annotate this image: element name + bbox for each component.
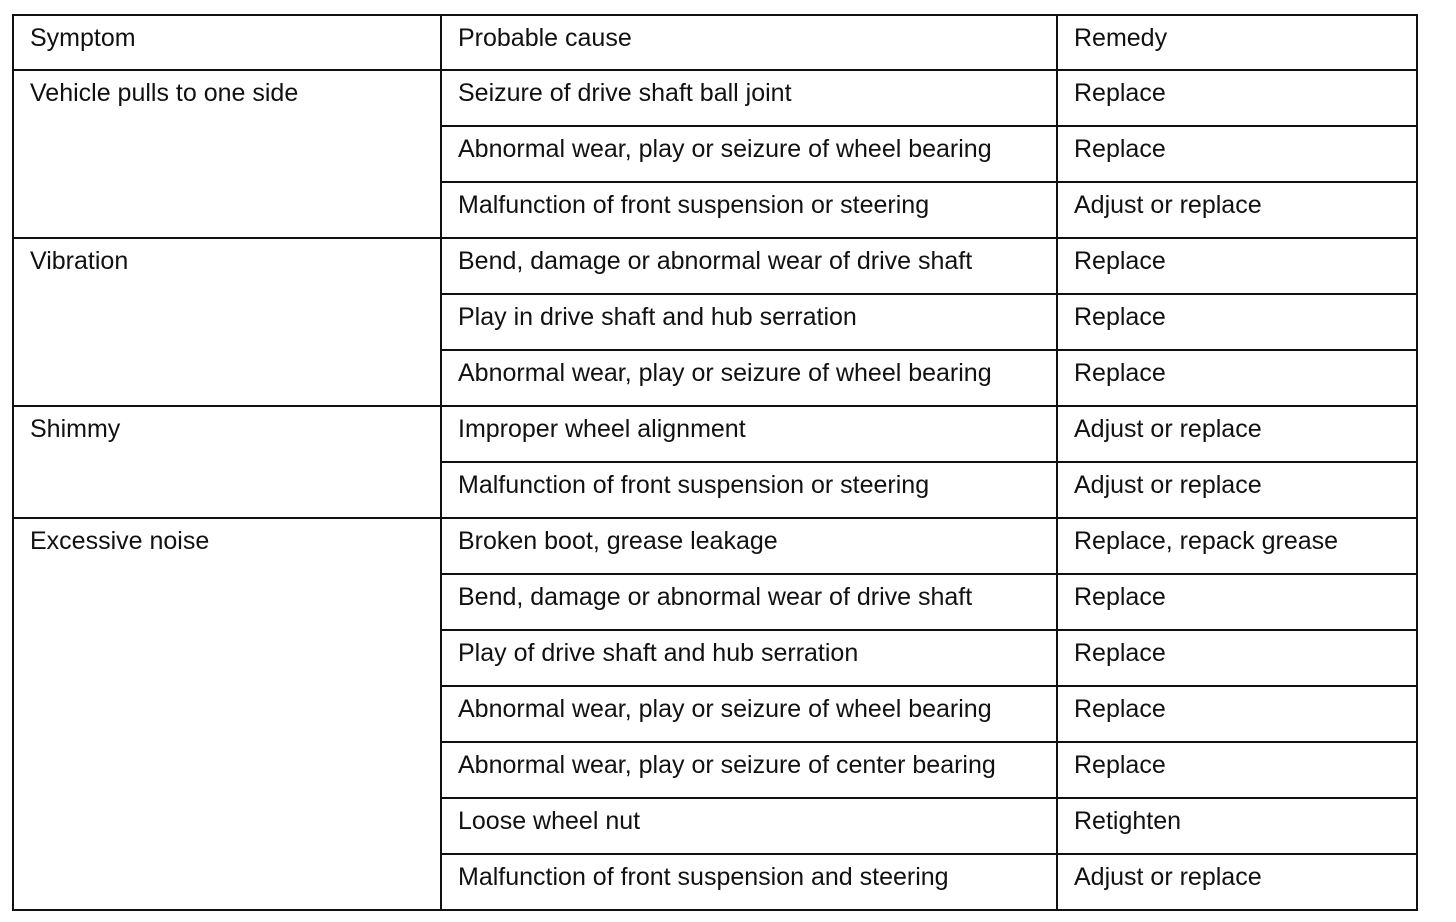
table-row [13, 518, 1417, 574]
symptom-cell: Shimmy [13, 406, 441, 518]
table-header-row [13, 15, 1417, 70]
troubleshooting-table [12, 14, 1418, 911]
cause-cell: Abnormal wear, play or seizure of wheel bearing [441, 350, 1057, 406]
header-probable-cause: Probable cause [441, 15, 1057, 70]
cause-cell: Bend, damage or abnormal wear of drive shaft [441, 238, 1057, 294]
remedy-cell: Adjust or replace [1057, 182, 1417, 238]
remedy-cell: Adjust or replace [1057, 406, 1417, 462]
table-row [13, 70, 1417, 126]
symptom-cell: Excessive noise [13, 518, 441, 910]
cause-cell: Abnormal wear, play or seizure of wheel bearing [441, 686, 1057, 742]
cause-cell: Broken boot, grease leakage [441, 518, 1057, 574]
table-row [13, 238, 1417, 294]
remedy-cell: Adjust or replace [1057, 462, 1417, 518]
remedy-cell: Replace [1057, 630, 1417, 686]
symptom-cell: Vibration [13, 238, 441, 406]
symptom-cell: Vehicle pulls to one side [13, 70, 441, 238]
cause-cell: Bend, damage or abnormal wear of drive shaft [441, 574, 1057, 630]
cause-cell: Abnormal wear, play or seizure of wheel bearing [441, 126, 1057, 182]
cause-cell: Malfunction of front suspension and steering [441, 854, 1057, 910]
remedy-cell: Replace [1057, 686, 1417, 742]
remedy-cell: Replace [1057, 126, 1417, 182]
remedy-cell: Replace [1057, 238, 1417, 294]
cause-cell: Play in drive shaft and hub serration [441, 294, 1057, 350]
remedy-cell: Replace [1057, 294, 1417, 350]
cause-cell: Malfunction of front suspension or steering [441, 462, 1057, 518]
remedy-cell: Retighten [1057, 798, 1417, 854]
cause-cell: Seizure of drive shaft ball joint [441, 70, 1057, 126]
cause-cell: Improper wheel alignment [441, 406, 1057, 462]
remedy-cell: Replace [1057, 574, 1417, 630]
remedy-cell: Replace [1057, 350, 1417, 406]
remedy-cell: Replace, repack grease [1057, 518, 1417, 574]
header-symptom: Symptom [13, 15, 441, 70]
cause-cell: Malfunction of front suspension or steering [441, 182, 1057, 238]
cause-cell: Loose wheel nut [441, 798, 1057, 854]
header-remedy: Remedy [1057, 15, 1417, 70]
remedy-cell: Adjust or replace [1057, 854, 1417, 910]
remedy-cell: Replace [1057, 742, 1417, 798]
remedy-cell: Replace [1057, 70, 1417, 126]
cause-cell: Play of drive shaft and hub serration [441, 630, 1057, 686]
table-row [13, 406, 1417, 462]
cause-cell: Abnormal wear, play or seizure of center bearing [441, 742, 1057, 798]
troubleshooting-document [12, 14, 1418, 908]
